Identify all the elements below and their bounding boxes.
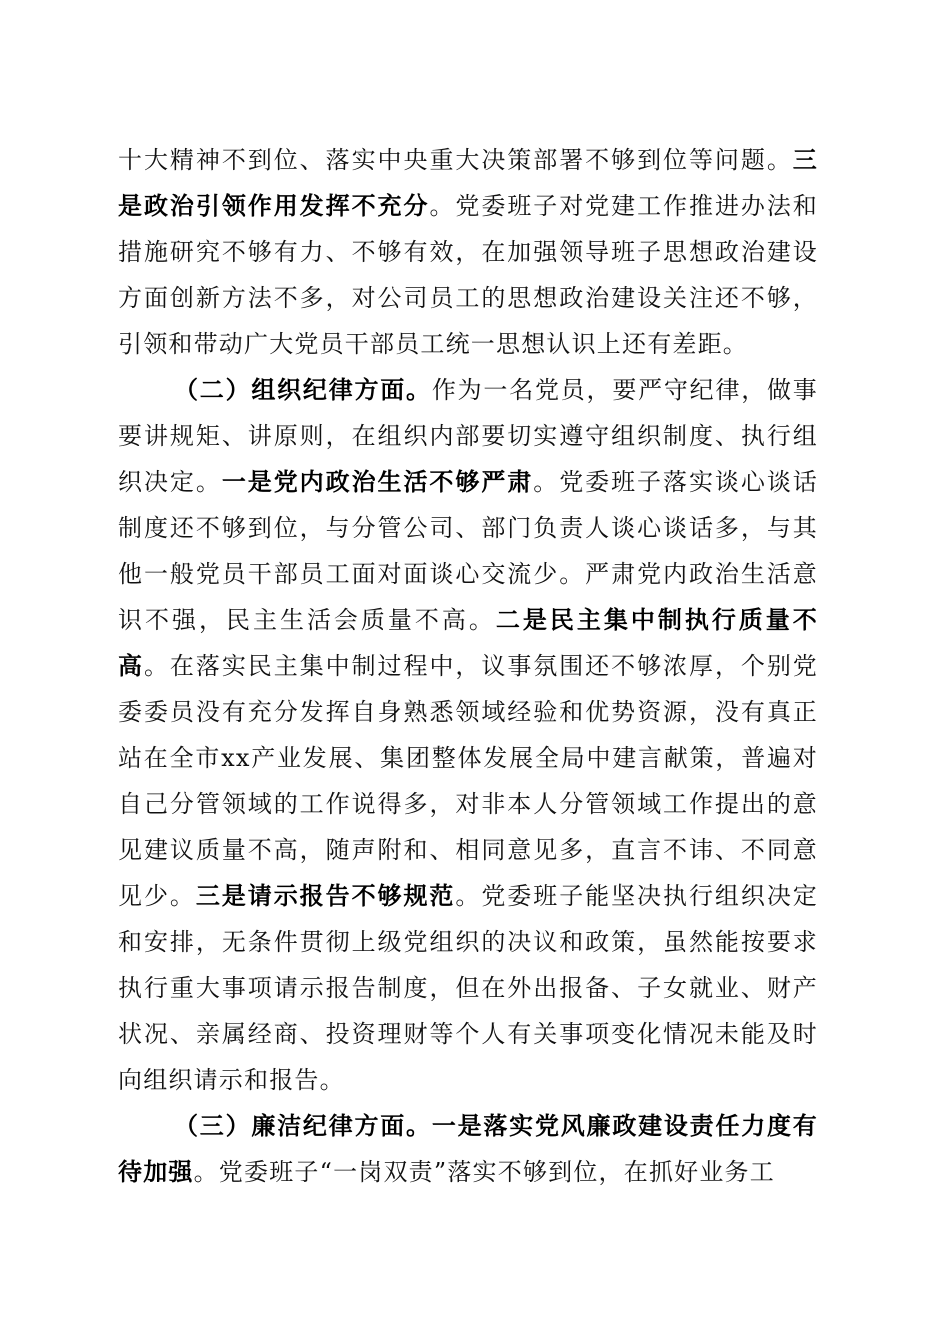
section-heading-integrity-discipline: （三）廉洁纪律方面。一是落实党风廉政建设责任力度有待加强 [118,1111,818,1186]
text-run: 。党委班子“一岗双责”落实不够到位，在抓好业务工 [193,1158,775,1186]
paragraph-integrity-discipline [118,1103,818,1195]
text-run: 。在落实民主集中制过程中，议事氛围还不够浓厚，个别党委委员没有充分发挥自身熟悉领域经验和优势资源，没有真正站在全市xx产业发展、集团整体发展全局中建言献策，普遍对自己分管领域的工作说得多，对非本人分管领域工作提出的意见建议质量不高，随声附和、相同意见多，直言不讳、不同意见少。 [118,652,819,910]
section-heading-organizational-discipline: （二）组织纪律方面。 [174,375,432,404]
bold-point-third: 三是请示报告不够规范 [195,881,456,910]
text-run: 。党委班子对党建工作推进办法和措施研究不够有力、不够有效，在加强领导班子思想政治建设方面创新方法不多，对公司员工的思想政治建设关注还不够，引领和带动广大党员干部员工统一思想认识上还有差距。 [118,192,819,358]
paragraph-political-leadership [118,137,818,367]
document-page [118,137,818,1195]
text-run: 。党委班子能坚决执行组织决定和安排，无条件贯彻上级党组织的决议和政策，虽然能按要求执行重大事项请示报告制度，但在外出报备、子女就业、财产状况、亲属经商、投资理财等个人有关事项变化情况未能及时向组织请示和报告。 [118,882,818,1094]
bold-point-second: 二是民主集中制执行质量不高 [118,605,818,680]
paragraph-organizational-discipline [118,367,818,1103]
text-run: 十大精神不到位、落实中央重大决策部署不够到位等问题。 [118,146,793,174]
bold-point-third: 三是政治引领作用发挥不充分 [118,145,818,220]
text-run: 作为一名党员，要严守纪律，做事要讲规矩、讲原则，在组织内部要切实遵守组织制度、执行组织决定。 [118,376,819,496]
text-run: 。党委班子落实谈心谈话制度还不够到位，与分管公司、部门负责人谈心谈话多，与其他一般党员干部员工面对面谈心交流少。严肃党内政治生活意识不强，民主生活会质量不高。 [118,468,818,634]
bold-point-first: 一是党内政治生活不够严肃 [221,467,534,496]
